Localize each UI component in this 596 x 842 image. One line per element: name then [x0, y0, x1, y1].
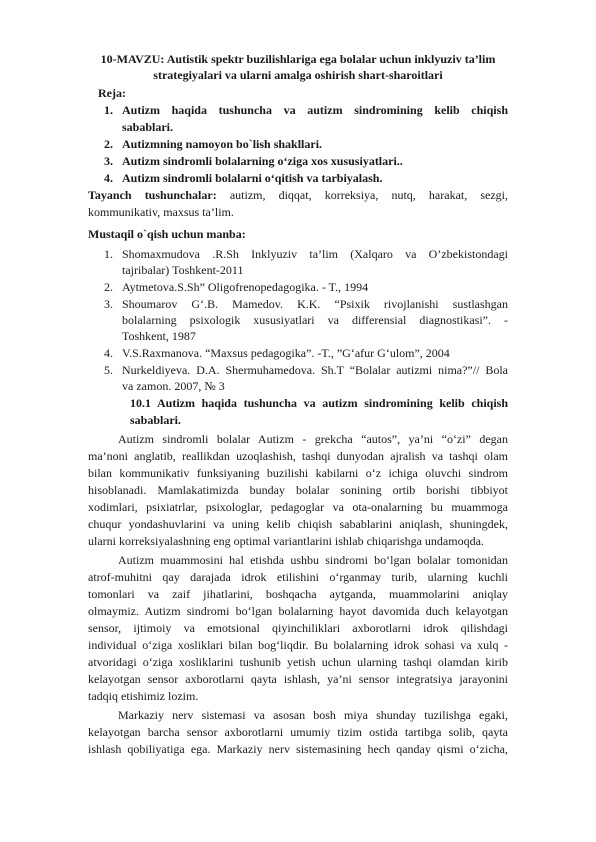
plan-item-2-number: 2. — [104, 137, 113, 151]
title-line-2: strategiyalari va ularni amalga oshirish shart-sharoitlari — [153, 68, 443, 82]
plan-item-1-number: 1. — [104, 103, 113, 117]
source-1-line-1: Shomaxmudova .R.Sh Inklyuziv ta’lim (Xalqaro va O’zbekistondagi — [122, 247, 508, 261]
para2-line-9: tadqiq etishimiz lozim. — [88, 689, 199, 703]
source-3-line-1: Shoumarov G‘.B. Mamedov. K.K. “Psixik rivojlanishi sustlashgan — [122, 297, 508, 311]
para1-line-2: ma’noni anglatib, reallikdan uzoqlashish, tashqi dunyodan ajralish va tashqi olam — [88, 449, 508, 463]
plan-item-4: Autizm sindromli bolalarni o‘qitish va tarbiyalash. — [122, 171, 383, 185]
para2-line-5: sensor, ijtimoiy va emotsional qiyinchiliklari axborotlarni idrok qilishdagi — [88, 621, 508, 635]
plan-item-1: Autizm haqida tushuncha va autizm sindromining kelib chiqish — [122, 103, 508, 117]
para2-line-4: olmaymiz. Autizm sindromi bo‘lgan bolalarning hayot davomida duch kelayotgan — [88, 604, 508, 618]
source-2-line-1: Aytmetova.S.Sh” Oligofrenopedagogika. - T., 1994 — [122, 280, 369, 294]
plan-item-3: Autizm sindromli bolalarning o‘ziga xos xususiyatlari.. — [122, 154, 403, 168]
plan-item-1-cont: sabablari. — [122, 120, 174, 134]
source-1-line-2: tajribalar) Toshkent-2011 — [122, 263, 244, 277]
para1-line-5: xodimlari, psixiatrlar, psixologlar, pedagoglar va ota-onalarning bu muammoga — [88, 500, 508, 514]
source-3-number: 3. — [104, 297, 113, 311]
keywords-label: Tayanch tushunchalar: — [88, 188, 217, 202]
para3-line-3: ishlash qobiliyatiga ega. Markaziy nerv sistemasining hech qanday qismi o‘zicha, — [88, 742, 508, 756]
source-3-line-3: Toshkent, 1987 — [122, 329, 196, 343]
title-line-1: 10-MAVZU: Autistik spektr buzilishlariga ega bolalar uchun inklyuziv ta’lim — [100, 52, 496, 66]
para2-line-8: kelayotgan sensor axborotlarni qayta ishlash, ya’ni sensor integratsiya jarayonini — [88, 672, 508, 686]
keywords-line-2: kommunikativ, maxsus ta’lim. — [88, 205, 234, 219]
para3-line-1: Markaziy nerv sistemasi va asosan bosh miya shunday tuzilishga egaki, — [118, 708, 508, 722]
section-heading-line-2: sabablari. — [130, 413, 182, 427]
para2-line-6: individual o‘ziga xosliklari bilan bog‘liqdir. Bu bolalarning idrok sohasi va xulq - — [88, 638, 508, 652]
source-5-number: 5. — [104, 363, 113, 377]
source-5-line-2: va zamon. 2007, № 3 — [122, 379, 225, 393]
plan-item-3-number: 3. — [104, 154, 113, 168]
plan-item-2: Autizmning namoyon bo`lish shakllari. — [122, 137, 323, 151]
sources-label: Mustaqil o`qish uchun manba: — [88, 227, 246, 241]
keywords-line-1 — [88, 188, 508, 203]
keywords-list: autizm, diqqat, korreksiya, nutq, harakat, sezgi, — [216, 188, 508, 202]
para2-line-2: atrof-muhitni qay darajada idrok etilishini o‘rganmay turib, ularning kuchli — [88, 570, 508, 584]
para1-line-7: ularni korreksiyalashning eng optimal variantlarini ishlab chiqarishga undamoqda. — [88, 534, 484, 548]
para2-line-3: tomonlari va zaif jihatlarini, boshqacha aytganda, muammolarini aniqlay — [88, 587, 508, 601]
para1-line-4: hisoblanadi. Mamlakatimizda bunday bolalar sonining ortib borishi tibbiyot — [88, 483, 508, 497]
source-4-number: 4. — [104, 346, 113, 360]
source-3-line-2: bolalarning psixologik xususiyatlari va differensial diagnostikasi”. - — [122, 313, 508, 327]
para2-line-7: atvoridagi o‘ziga xosliklarini tushunib yetish uchun ularning tashqi olamdan kirib — [88, 655, 508, 669]
source-1-number: 1. — [104, 247, 113, 261]
para1-line-1: Autizm sindromli bolalar Autizm - grekcha “autos”, ya’ni “o‘zi” degan — [118, 432, 508, 446]
source-2-number: 2. — [104, 280, 113, 294]
source-4-line-1: V.S.Raxmanova. “Maxsus pedagogika”. -T., ”G‘afur G‘ulom”, 2004 — [122, 346, 450, 360]
para3-line-2: kelayotgan barcha sensor axborotlarni umumiy tizim ostida tartibga solib, qayta — [88, 725, 508, 739]
section-heading-line-1: 10.1 Autizm haqida tushuncha va autizm sindromining kelib chiqish — [130, 396, 508, 410]
plan-item-4-number: 4. — [104, 171, 113, 185]
para1-line-3: bilan kommunikativ funksiyaning buzilishi kabilarni o‘z ichiga oluvchi sindrom — [88, 466, 508, 480]
para2-line-1: Autizm muammosini hal etishda ushbu sindromi bo‘lgan bolalar tomonidan — [118, 553, 508, 567]
para1-line-6: chuqur yondashuvlarini va uning kelib chiqish sabablarini aniqlash, shuningdek, — [88, 517, 508, 531]
plan-label: Reja: — [98, 86, 126, 100]
source-5-line-1: Nurkeldiyeva. D.A. Shermuhamedova. Sh.T “Bolalar autizmi nima?”// Bola — [122, 363, 508, 377]
